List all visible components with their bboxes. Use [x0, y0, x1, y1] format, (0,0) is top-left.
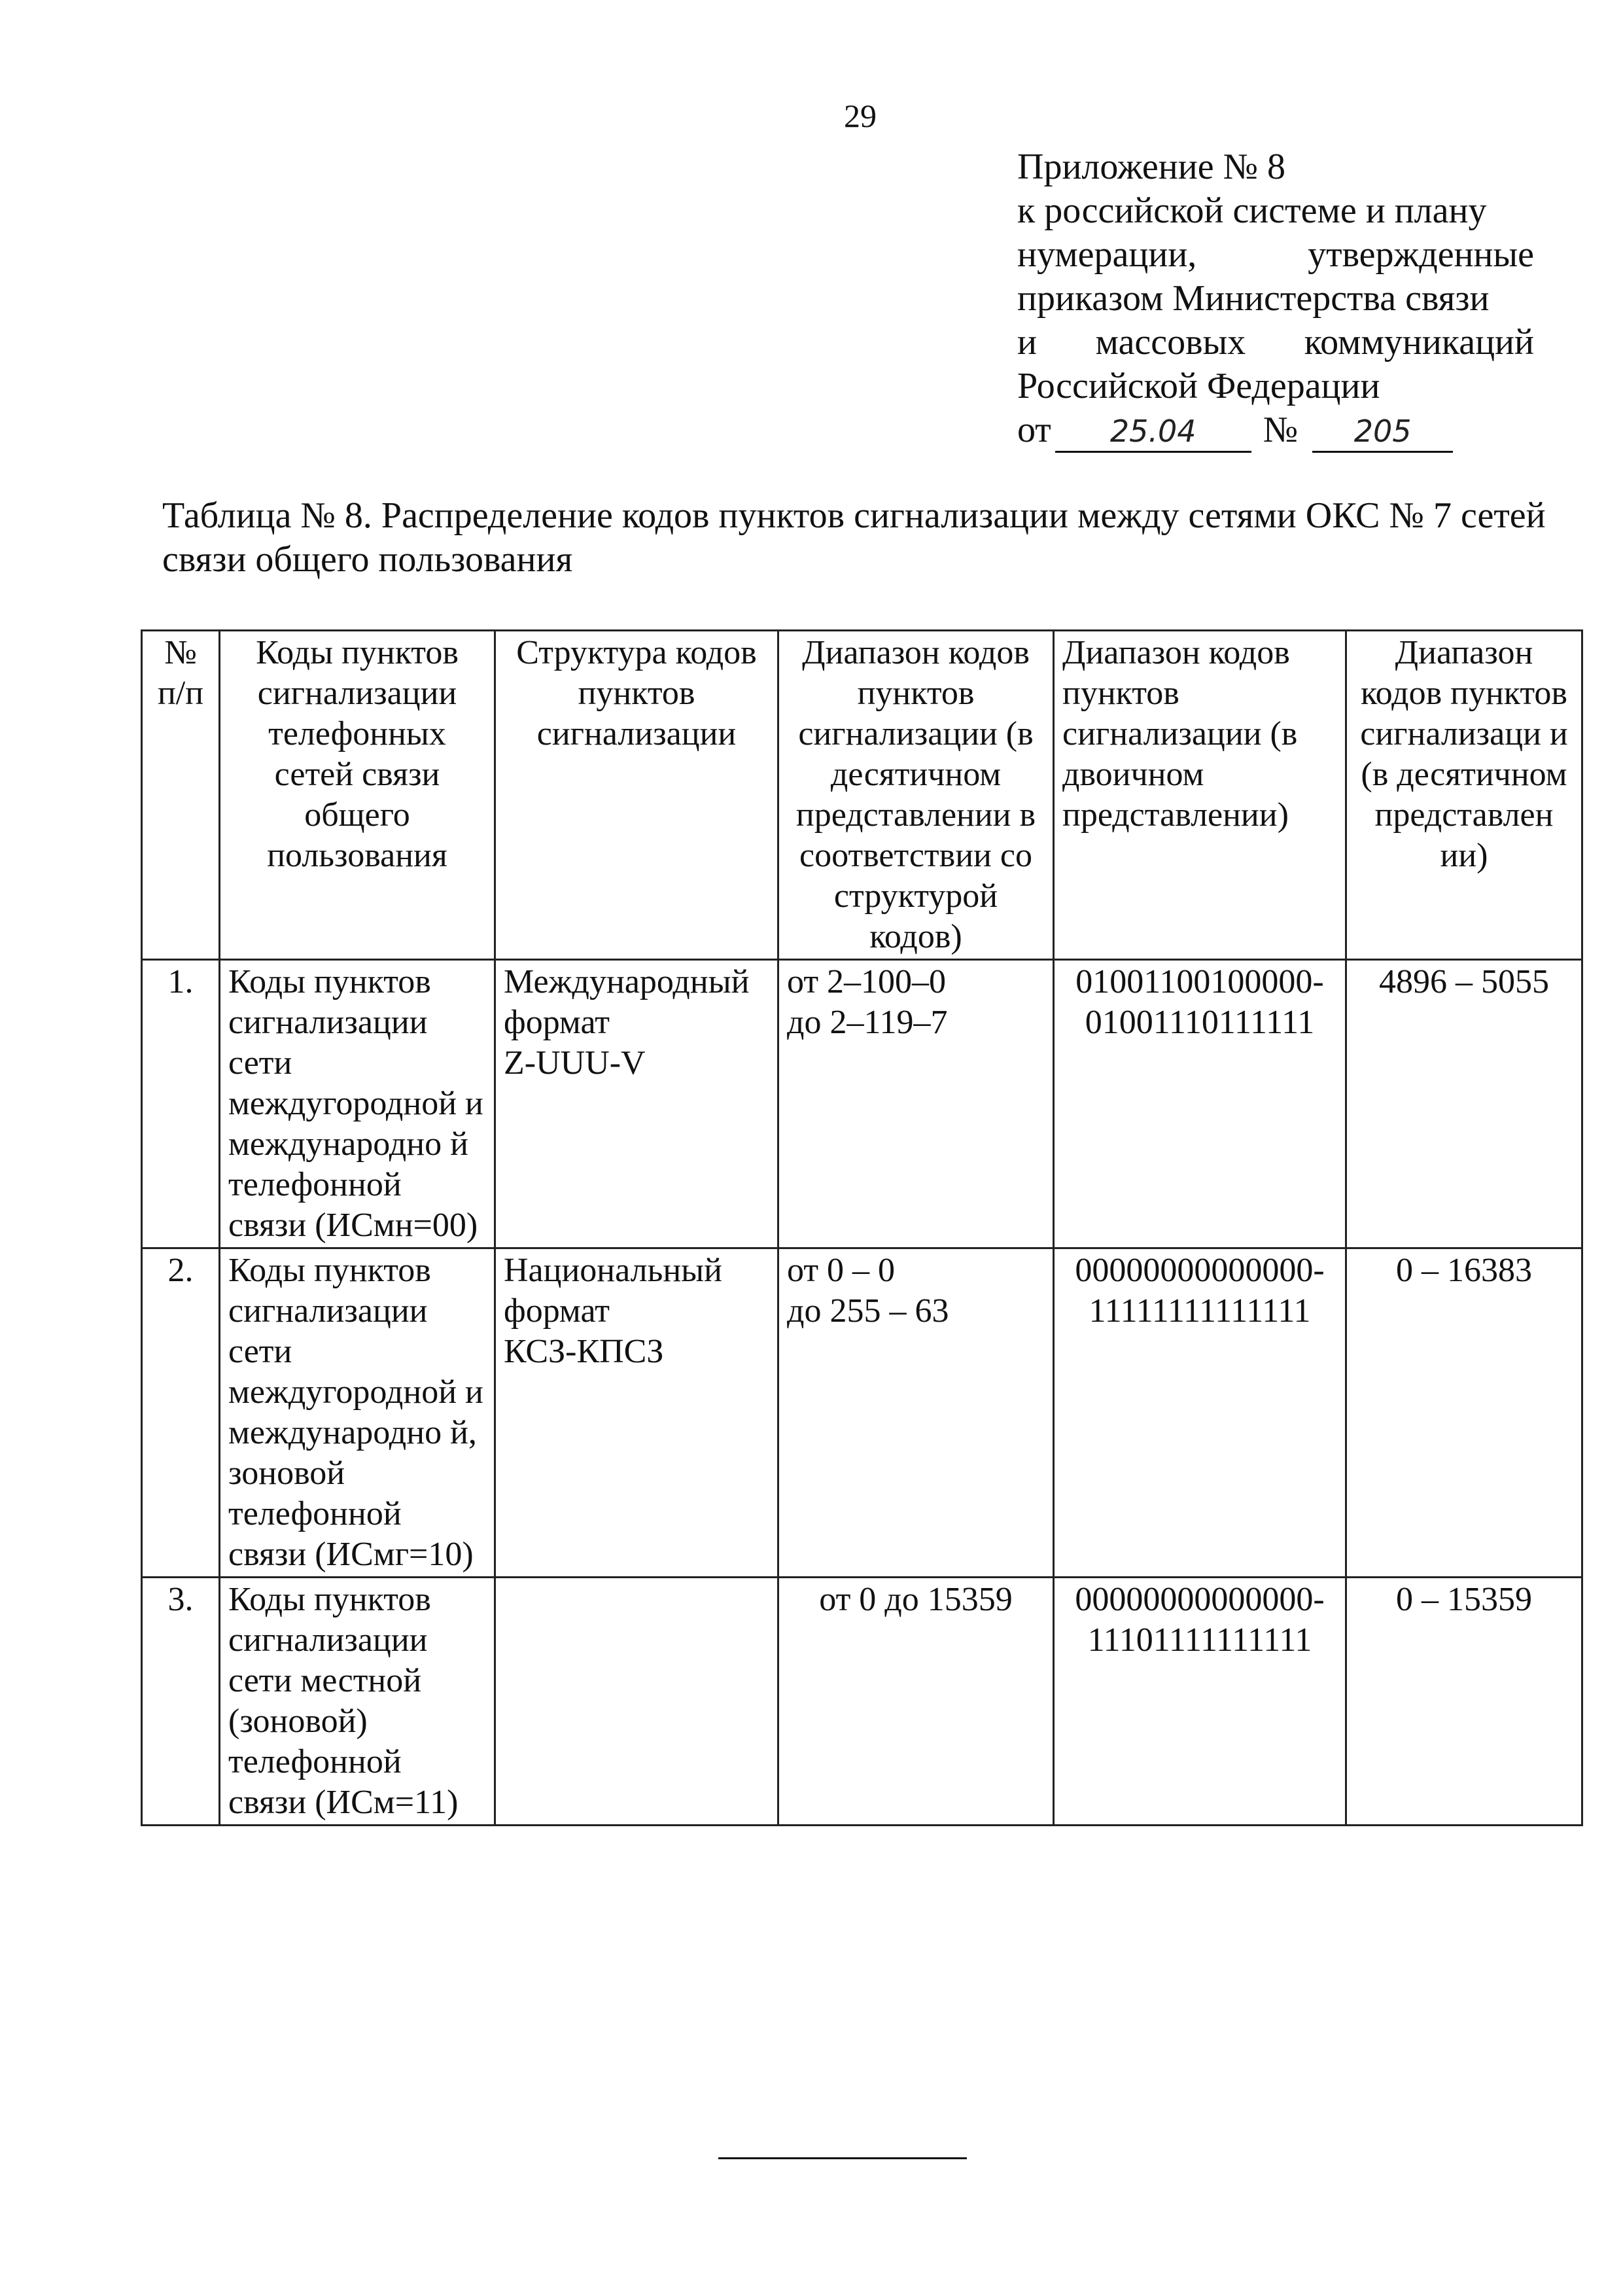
- appendix-line-3-left: нумерации,: [1017, 234, 1197, 275]
- row-decimal-range: [778, 1248, 1054, 1578]
- row-binary-range: [1054, 960, 1346, 1248]
- row-name: Коды пунктов сигнализации сети междугородной и международно й телефонной связи (ИСмн=00): [220, 960, 495, 1248]
- row-decimal-range-2: 0 – 15359: [1346, 1578, 1582, 1826]
- row-num: 3.: [142, 1578, 220, 1826]
- row-decimal-range-2: 4896 – 5055: [1346, 960, 1582, 1248]
- header-binary-range: Диапазон кодов пунктов сигнализации (в двоичном представлении): [1054, 631, 1346, 960]
- binary-range-to: 11111111111111: [1089, 1292, 1311, 1330]
- appendix-line-3-right: утвержденные: [1308, 234, 1534, 275]
- row-binary-range: [1054, 1248, 1346, 1578]
- structure-line: Z-UUU-V: [504, 1044, 646, 1082]
- table-row: [142, 1578, 1582, 1826]
- header-num: № п/п: [142, 631, 220, 960]
- appendix-line-2: к российской системе и плану: [1017, 190, 1487, 231]
- appendix-line-5: [1017, 321, 1534, 364]
- handwritten-date: 25.04: [1055, 412, 1251, 453]
- appendix-line-5-a: и: [1017, 322, 1037, 362]
- appendix-title: Приложение № 8: [1017, 147, 1285, 187]
- row-decimal-range: [778, 1578, 1054, 1826]
- decimal-range-from: от 2–100–0: [787, 963, 947, 1000]
- header-decimal-range: Диапазон кодов пунктов сигнализации (в десятичном представлении в соответствии со структурой кодов): [778, 631, 1054, 960]
- structure-line: формат: [504, 1292, 610, 1330]
- header-decimal-range-2: Диапазон кодов пунктов сигнализаци и (в десятичном представлен ии): [1346, 631, 1582, 960]
- binary-range-to: 11101111111111: [1087, 1621, 1312, 1659]
- row-structure: [495, 1248, 778, 1578]
- appendix-line-5-b: массовых: [1095, 322, 1246, 362]
- order-date-line: [1017, 408, 1534, 453]
- table-header-row: [142, 631, 1582, 960]
- decimal-range-from: от 0 до 15359: [819, 1581, 1013, 1618]
- signaling-codes-table: [141, 629, 1583, 1826]
- page-number: 29: [844, 97, 877, 134]
- row-decimal-range: [778, 960, 1054, 1248]
- row-structure: [495, 1578, 778, 1826]
- table-row: [142, 960, 1582, 1248]
- binary-range-from: 00000000000000-: [1075, 1581, 1325, 1618]
- row-num: 2.: [142, 1248, 220, 1578]
- binary-range-from: 00000000000000-: [1075, 1252, 1325, 1289]
- header-structure: Структура кодов пунктов сигнализации: [495, 631, 778, 960]
- appendix-line-5-c: коммуникаций: [1304, 322, 1534, 362]
- table-row: [142, 1248, 1582, 1578]
- appendix-line-4: приказом Министерства связи: [1017, 278, 1490, 319]
- row-binary-range: [1054, 1578, 1346, 1826]
- handwritten-number: 205: [1312, 412, 1453, 453]
- date-prefix: от: [1017, 410, 1051, 450]
- binary-range-to: 01001110111111: [1085, 1004, 1315, 1041]
- appendix-line-6: Российской Федерации: [1017, 366, 1380, 406]
- table-title: Таблица № 8. Распределение кодов пунктов сигнализации между сетями ОКС № 7 сетей связи общего пользования: [162, 495, 1546, 580]
- row-name: Коды пунктов сигнализации сети местной (зоновой) телефонной связи (ИСм=11): [220, 1578, 495, 1826]
- row-decimal-range-2: 0 – 16383: [1346, 1248, 1582, 1578]
- structure-line: Международный: [504, 963, 750, 1000]
- appendix-block: [1017, 145, 1534, 453]
- row-name: Коды пунктов сигнализации сети междугородной и международно й, зоновой телефонной связи (ИСмг=10): [220, 1248, 495, 1578]
- header-name: Коды пунктов сигнализации телефонных сетей связи общего пользования: [220, 631, 495, 960]
- structure-line: Национальный: [504, 1252, 722, 1289]
- number-prefix: №: [1263, 410, 1299, 450]
- structure-line: формат: [504, 1004, 610, 1041]
- footnote-divider: [718, 2157, 967, 2159]
- row-num: 1.: [142, 960, 220, 1248]
- row-structure: [495, 960, 778, 1248]
- decimal-range-to: до 2–119–7: [787, 1004, 948, 1041]
- decimal-range-to: до 255 – 63: [787, 1292, 949, 1330]
- binary-range-from: 01001100100000-: [1075, 963, 1324, 1000]
- decimal-range-from: от 0 – 0: [787, 1252, 896, 1289]
- appendix-line-3: [1017, 233, 1534, 277]
- structure-line: КСЗ-КПСЗ: [504, 1333, 664, 1370]
